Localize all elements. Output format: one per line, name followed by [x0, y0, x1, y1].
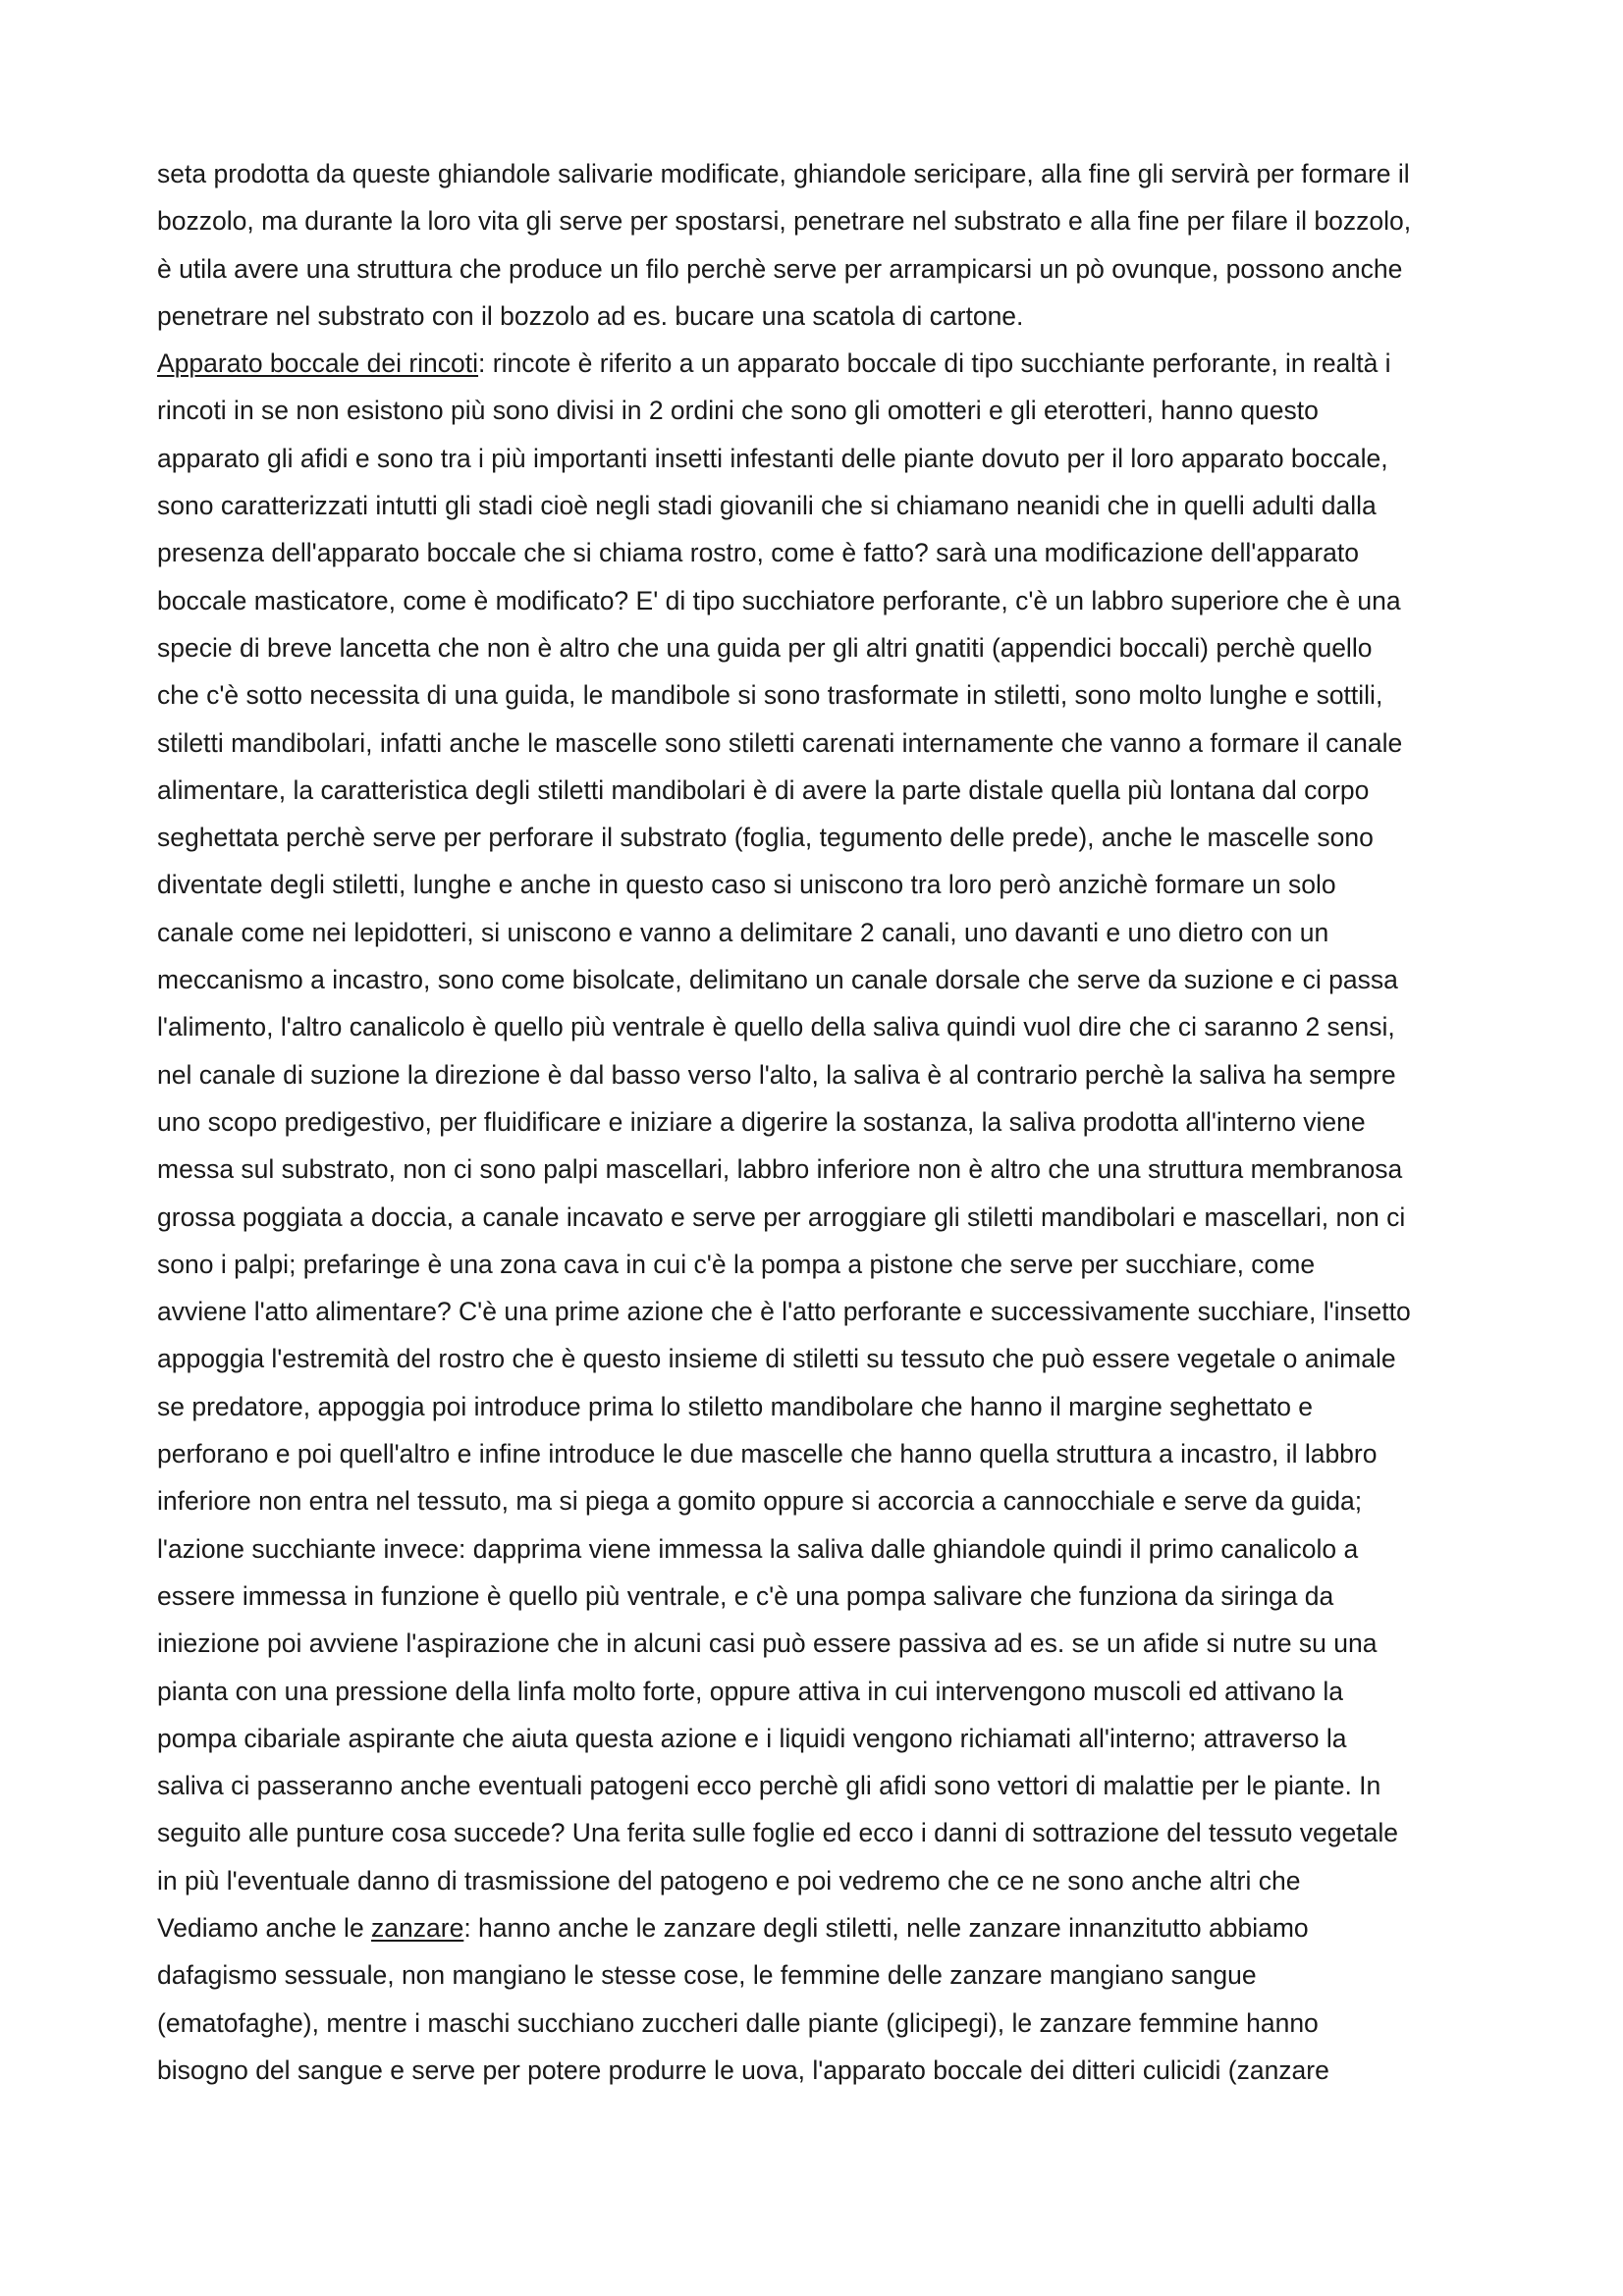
text-line: presenza dell'apparato boccale che si chiama rostro, come è fatto? sarà una modificazione dell'apparato	[157, 538, 1359, 568]
text-line: diventate degli stiletti, lunghe e anche in questo caso si uniscono tra loro però anzichè formare un solo	[157, 870, 1336, 900]
text-line: avviene l'atto alimentare? C'è una prime azione che è l'atto perforante e successivamente succhiare, l'insetto	[157, 1297, 1411, 1327]
text-line: appoggia l'estremità del rostro che è questo insieme di stiletti su tessuto che può essere vegetale o animale	[157, 1344, 1396, 1374]
text-line: boccale masticatore, come è modificato? E' di tipo succhiatore perforante, c'è un labbro superiore che è una	[157, 585, 1401, 615]
text-fragment: Vediamo anche le	[157, 1912, 372, 1943]
section-heading-rincoti: Apparato boccale dei rincoti	[157, 348, 479, 379]
text-line: grossa poggiata a doccia, a canale incavato e serve per arroggiare gli stiletti mandibolari e mascellari, non ci	[157, 1201, 1406, 1232]
text-line: stiletti mandibolari, infatti anche le mascelle sono stiletti carenati internamente che vanno a formare il canale	[157, 727, 1403, 758]
text-line: specie di breve lancetta che non è altro che una guida per gli altri gnatiti (appendici boccali) perchè quello	[157, 632, 1373, 663]
text-line: iniezione poi avviene l'aspirazione che in alcuni casi può essere passiva ad es. se un afide si nutre su una	[157, 1629, 1378, 1659]
text-line	[157, 340, 1492, 387]
text-line: seguito alle punture cosa succede? Una ferita sulle foglie ed ecco i danni di sottrazione del tessuto vegetale	[157, 1818, 1398, 1848]
text-line: l'alimento, l'altro canalicolo è quello più ventrale è quello della saliva quindi vuol dire che ci saranno 2 sensi,	[157, 1012, 1395, 1042]
text-line: penetrare nel substrato con il bozzolo ad es. bucare una scatola di cartone.	[157, 300, 1024, 331]
section-heading-zanzare: zanzare	[371, 1912, 464, 1943]
text-line: bisogno del sangue e serve per potere produrre le uova, l'apparato boccale dei ditteri culicidi (zanzare	[157, 2055, 1329, 2085]
text-line: essere immessa in funzione è quello più ventrale, e c'è una pompa salivare che funziona da siringa da	[157, 1580, 1334, 1611]
text-fragment: : rincote è riferito a un apparato boccale di tipo succhiante perforante, in realtà i	[478, 348, 1391, 379]
text-line: pompa cibariale aspirante che aiuta questa azione e i liquidi vengono richiamati all'interno; attraverso la	[157, 1723, 1347, 1753]
text-line: canale come nei lepidotteri, si uniscono e vanno a delimitare 2 canali, uno davanti e uno dietro con un	[157, 917, 1329, 947]
text-line: rincoti in se non esistono più sono divisi in 2 ordini che sono gli omotteri e gli eterotteri, hanno questo	[157, 396, 1319, 426]
text-line: nel canale di suzione la direzione è dal basso verso l'alto, la saliva è al contrario perchè la saliva ha sempre	[157, 1059, 1396, 1090]
text-line: bozzolo, ma durante la loro vita gli serve per spostarsi, penetrare nel substrato e alla fine per filare il bozzolo,	[157, 206, 1412, 237]
text-line: inferiore non entra nel tessuto, ma si piega a gomito oppure si accorcia a cannocchiale e serve da guida;	[157, 1486, 1363, 1517]
text-line: sono i palpi; prefaringe è una zona cava in cui c'è la pompa a pistone che serve per succhiare, come	[157, 1249, 1316, 1279]
text-line: apparato gli afidi e sono tra i più importanti insetti infestanti delle piante dovuto per il loro apparato boccale,	[157, 443, 1388, 473]
text-line: dafagismo sessuale, non mangiano le stesse cose, le femmine delle zanzare mangiano sangue	[157, 1960, 1257, 1991]
text-line: che c'è sotto necessita di una guida, le mandibole si sono trasformate in stiletti, sono molto lunghe e sottili,	[157, 680, 1383, 711]
text-line: seta prodotta da queste ghiandole salivarie modificate, ghiandole sericipare, alla fine gli servirà per formare il	[157, 159, 1410, 188]
text-line: saliva ci passeranno anche eventuali patogeni ecco perchè gli afidi sono vettori di malattie per le piante. In	[157, 1771, 1381, 1801]
text-line: meccanismo a incastro, sono come bisolcate, delimitano un canale dorsale che serve da suzione e ci passa	[157, 965, 1398, 995]
text-line: (ematofaghe), mentre i maschi succhiano zuccheri dalle piante (glicipegi), le zanzare femmine hanno	[157, 2007, 1319, 2038]
body-text	[157, 150, 1492, 2094]
text-line: uno scopo predigestivo, per fluidificare e iniziare a digerire la sostanza, la saliva prodotta all'interno viene	[157, 1106, 1366, 1137]
text-line: alimentare, la caratteristica degli stiletti mandibolari è di avere la parte distale quella più lontana dal corpo	[157, 774, 1370, 805]
text-line: è utila avere una struttura che produce un filo perchè serve per arrampicarsi un pò ovunque, possono anche	[157, 253, 1403, 284]
text-line: sono caratterizzati intutti gli stadi cioè negli stadi giovanili che si chiamano neanidi che in quelli adulti dalla	[157, 491, 1377, 521]
text-line: l'azione succhiante invece: dapprima viene immessa la saliva dalle ghiandole quindi il primo canalicolo a	[157, 1533, 1359, 1564]
text-line: messa sul substrato, non ci sono palpi mascellari, labbro inferiore non è altro che una struttura membranosa	[157, 1154, 1403, 1185]
text-line: in più l'eventuale danno di trasmissione del patogeno e poi vedremo che ce ne sono anche altri che	[157, 1865, 1301, 1896]
text-line: seghettata perchè serve per perforare il substrato (foglia, tegumento delle prede), anche le mascelle sono	[157, 823, 1374, 853]
text-line: pianta con una pressione della linfa molto forte, oppure attiva in cui intervengono muscoli ed attivano la	[157, 1676, 1343, 1706]
text-line	[157, 1904, 1492, 1951]
text-fragment: : hanno anche le zanzare degli stiletti, nelle zanzare innanzitutto abbiamo	[463, 1912, 1309, 1943]
text-line: perforano e poi quell'altro e infine introduce le due mascelle che hanno quella struttura a incastro, il labbro	[157, 1439, 1378, 1469]
text-line: se predatore, appoggia poi introduce prima lo stiletto mandibolare che hanno il margine seghettato e	[157, 1391, 1314, 1421]
